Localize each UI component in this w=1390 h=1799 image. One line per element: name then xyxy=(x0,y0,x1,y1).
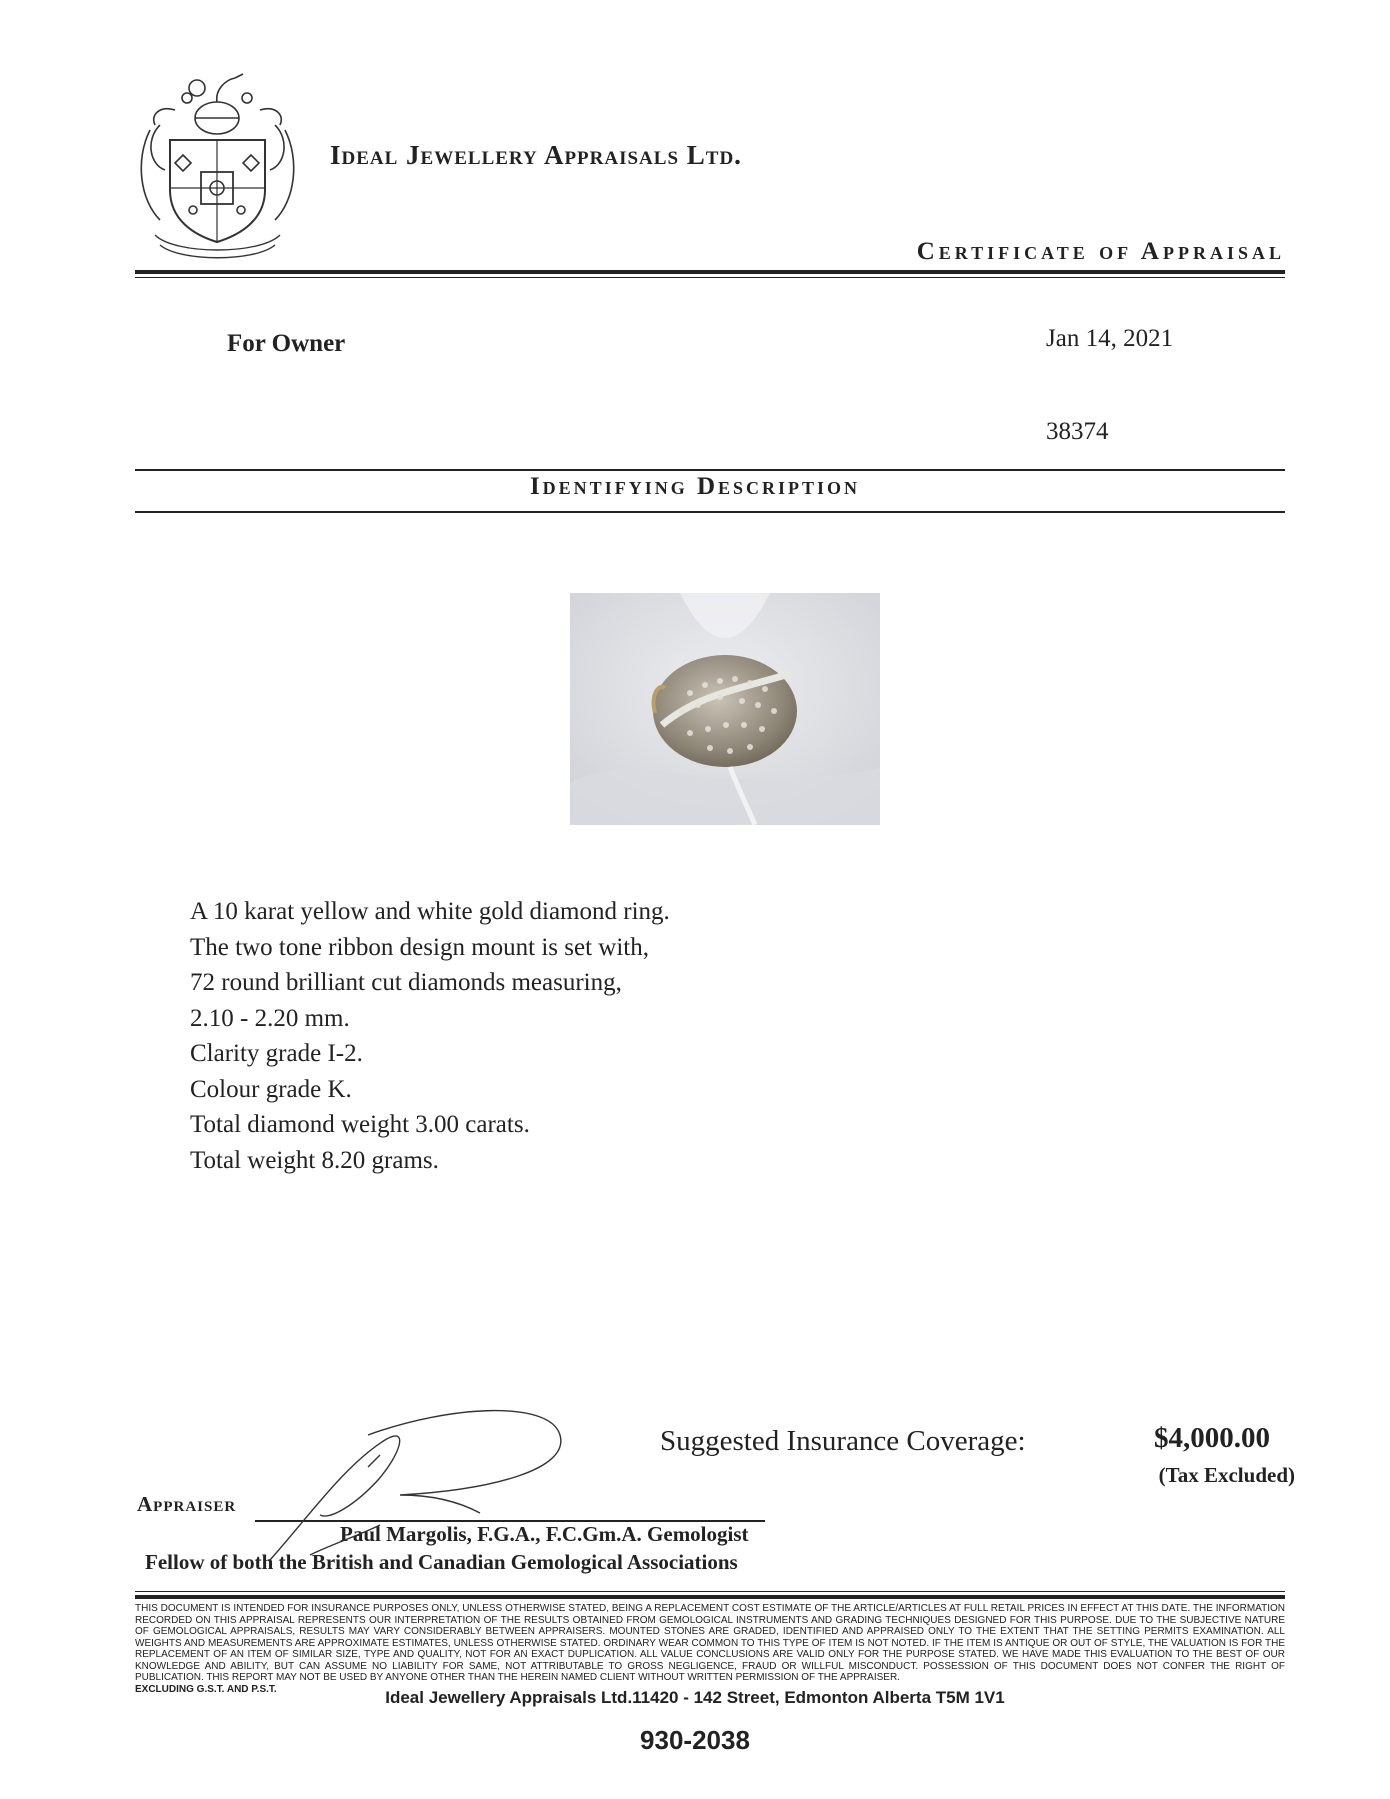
insurance-coverage-label: Suggested Insurance Coverage: xyxy=(660,1425,1026,1457)
company-phone: 930-2038 xyxy=(640,1725,750,1755)
certificate-title: Certificate of Appraisal xyxy=(916,238,1285,265)
owner-label: For Owner xyxy=(227,330,346,357)
company-address: Ideal Jewellery Appraisals Ltd.11420 - 142 Street, Edmonton Alberta T5M 1V1 xyxy=(385,1688,1005,1707)
description-line: Total diamond weight 3.00 carats. xyxy=(190,1111,530,1138)
footer-divider-thin xyxy=(135,1591,1285,1592)
header-divider-thin xyxy=(135,277,1285,278)
appraiser-name: Paul Margolis, F.G.A., F.C.Gm.A. Gemologist xyxy=(340,1522,749,1546)
company-name: Ideal Jewellery Appraisals Ltd. xyxy=(330,140,742,170)
company-crest-logo xyxy=(135,70,300,260)
description-line: 72 round brilliant cut diamonds measuring, xyxy=(190,969,622,996)
item-description xyxy=(190,894,670,1178)
description-line: Colour grade K. xyxy=(190,1075,352,1103)
legal-disclaimer xyxy=(135,1603,1285,1695)
description-line: 2.10 - 2.20 mm. xyxy=(190,1004,350,1032)
description-line: Total weight 8.20 grams. xyxy=(190,1146,439,1174)
description-line: Clarity grade I-2. xyxy=(190,1040,363,1067)
description-line: The two tone ribbon design mount is set with, xyxy=(190,933,649,961)
header-divider-thick xyxy=(135,270,1285,274)
appraiser-affiliation: Fellow of both the British and Canadian Gemological Associations xyxy=(145,1550,738,1574)
ring-photograph xyxy=(570,593,880,825)
insurance-coverage-amount: $4,000.00 xyxy=(1154,1422,1270,1454)
footer-divider-thick xyxy=(135,1595,1285,1599)
appraisal-date: Jan 14, 2021 xyxy=(1046,325,1174,352)
appraiser-label: Appraiser xyxy=(137,1492,237,1516)
description-divider-top xyxy=(135,469,1285,471)
tax-note: (Tax Excluded) xyxy=(1158,1463,1295,1487)
tax-exclusion-note: EXCLUDING G.S.T. AND P.S.T. xyxy=(135,1683,277,1695)
description-heading: Identifying Description xyxy=(529,473,861,500)
appraiser-signature xyxy=(250,1395,570,1565)
disclaimer-text: THIS DOCUMENT IS INTENDED FOR INSURANCE PURPOSES ONLY, UNLESS OTHERWISE STATED, BEING A REPLACEMENT COST ESTIMATE OF THE ARTICLE/ARTICLES AT FULL RETAIL PRICES IN EFFECT AT THIS DATE. THE INFORMATION RECORDED ON THIS APPRAISAL REPRESENTS OUR INTERPRETATION OF THE RESULTS OBTAINED FROM GEMOLOGICAL INSTRUMENTS AND GRADING TECHNIQUES DESIGNED FOR THIS PURPOSE. DUE TO THE SUBJECTIVE NATURE OF GEMOLOGICAL APPRAISALS, RESULTS MAY VARY CONSIDERABLY BETWEEN APPRAISERS. MOUNTED STONES ARE GRADED, IDENTIFIED AND APPRAISED ONLY TO THE EXTENT THAT THE SETTING PERMITS EXAMINATION. ALL WEIGHTS AND MEASUREMENTS ARE APPROXIMATE ESTIMATES, UNLESS OTHERWISE STATED. ORDINARY WEAR COMMON TO THIS TYPE OF ITEM IS NOT NOTED. IF THE ITEM IS ANTIQUE OR OUT OF STYLE, THE VALUATION IS FOR THE REPLACEMENT OF AN ITEM OF SIMILAR SIZE, TYPE AND QUALITY, NOT FOR AN EXACT DUPLICATION. ALL VALUE CONCLUSIONS ARE VALID ONLY FOR THE PURPOSE STATED. WE HAVE MADE THIS EVALUATION TO THE BEST OF OUR KNOWLEDGE AND ABILITY, BUT CAN ASSUME NO LIABILITY FOR SAME, NOT ATTRIBUTABLE TO GROSS NEGLIGENCE, FRAUD OR WILLFUL MISCONDUCT. POSSESSION OF THIS DOCUMENT DOES NOT CONFER THE RIGHT OF PUBLICATION. THIS REPORT MAY NOT BE USED BY ANYONE OTHER THAN THE HEREIN NAMED CLIENT WITHOUT WRITTEN PERMISSION OF THE APPRAISER. xyxy=(135,1603,1285,1683)
appraisal-number: 38374 xyxy=(1046,418,1109,445)
description-line: A 10 karat yellow and white gold diamond ring. xyxy=(190,898,670,925)
description-divider-bottom xyxy=(135,511,1285,513)
